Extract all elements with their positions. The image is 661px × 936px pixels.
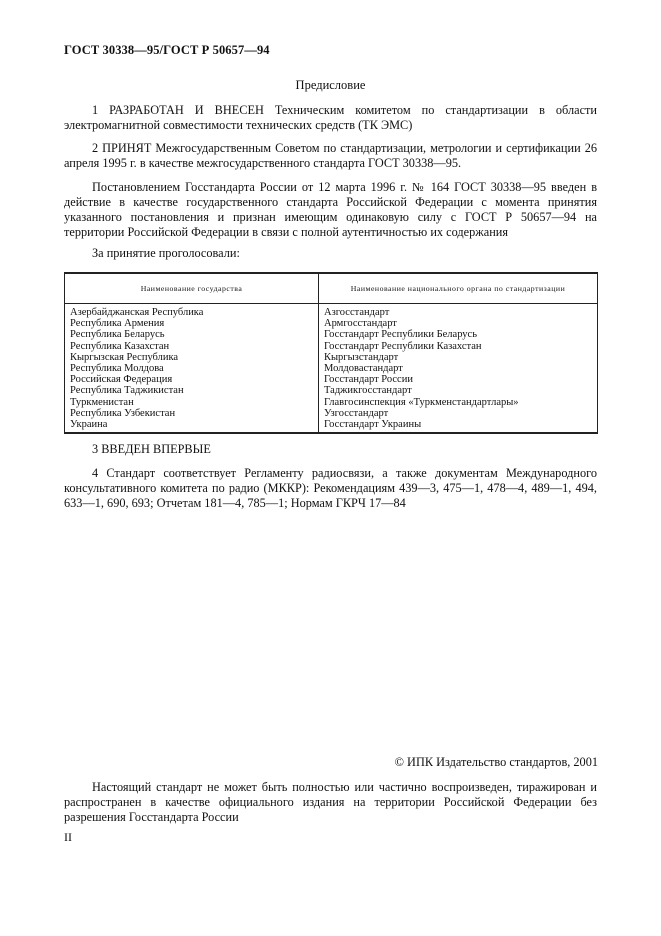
- cell-state: Украина: [65, 419, 319, 433]
- paragraph-adopted: 2 ПРИНЯТ Межгосударственным Советом по стандартизации, метрологии и сертификации 26 апреля 1995 г. в качестве межгосударственного стандарта ГОСТ 30338—95.: [64, 141, 597, 170]
- cell-state: Республика Молдова: [65, 363, 319, 374]
- cell-state: Республика Беларусь: [65, 329, 319, 340]
- header-national-body: Наименование национального органа по стандартизации: [319, 273, 598, 304]
- document-header: ГОСТ 30338—95/ГОСТ Р 50657—94: [64, 43, 270, 57]
- cell-state: Республика Армения: [65, 318, 319, 329]
- table-row: [65, 341, 598, 352]
- cell-national-body: Главгосинспекция «Туркменстандартлары»: [319, 397, 598, 408]
- paragraph-decree: Постановлением Госстандарта России от 12 марта 1996 г. № 164 ГОСТ 30338—95 введен в действие в качестве государственного стандарта Российской Федерации с момента принятия указанного постановления и признан имеющим одинаковую силу с ГОСТ Р 50657—94 на территории Российской Федерации в связи с полной аутентичностью их содержания: [64, 180, 597, 239]
- cell-national-body: Госстандарт России: [319, 374, 598, 385]
- table-row: [65, 329, 598, 340]
- cell-national-body: Узгосстандарт: [319, 408, 598, 419]
- table-row: [65, 318, 598, 329]
- cell-national-body: Госстандарт Республики Беларусь: [319, 329, 598, 340]
- cell-national-body: Госстандарт Украины: [319, 419, 598, 433]
- cell-state: Кыргызская Республика: [65, 352, 319, 363]
- cell-state: Туркменистан: [65, 397, 319, 408]
- cell-state: Республика Узбекистан: [65, 408, 319, 419]
- table-row: [65, 374, 598, 385]
- page-title: Предисловие: [295, 78, 366, 92]
- cell-state: Российская Федерация: [65, 374, 319, 385]
- table-row: [65, 397, 598, 408]
- page-number: II: [64, 830, 72, 844]
- cell-national-body: Армгосстандарт: [319, 318, 598, 329]
- table-row: [65, 385, 598, 396]
- table-row: [65, 419, 598, 433]
- cell-national-body: Кыргызстандарт: [319, 352, 598, 363]
- paragraph-developed: 1 РАЗРАБОТАН И ВНЕСЕН Техническим комитетом по стандартизации в области электромагнитной совместимости технических средств (ТК ЭМС): [64, 103, 597, 132]
- cell-national-body: Молдовастандарт: [319, 363, 598, 374]
- table-row: [65, 352, 598, 363]
- table-row: [65, 363, 598, 374]
- cell-national-body: Азгосстандарт: [319, 304, 598, 319]
- cell-state: Азербайджанская Республика: [65, 304, 319, 319]
- table-row: [65, 408, 598, 419]
- reproduction-notice: Настоящий стандарт не может быть полностью или частично воспроизведен, тиражирован и распространен в качестве официального издания на территории Российской Федерации без разрешения Госстандарта России: [64, 780, 597, 824]
- cell-national-body: Таджикгосстандарт: [319, 385, 598, 396]
- paragraph-first-introduced: 3 ВВЕДЕН ВПЕРВЫЕ: [92, 442, 211, 456]
- table-row: [65, 304, 598, 319]
- member-states-table: [64, 272, 598, 434]
- cell-state: Республика Таджикистан: [65, 385, 319, 396]
- paragraph-voted: За принятие проголосовали:: [92, 246, 240, 260]
- cell-national-body: Госстандарт Республики Казахстан: [319, 341, 598, 352]
- cell-state: Республика Казахстан: [65, 341, 319, 352]
- paragraph-conformity: 4 Стандарт соответствует Регламенту радиосвязи, а также документам Международного консультативного комитета по радио (МККР): Рекомендациям 439—3, 475—1, 478—4, 489—1, 494, 633—1, 690, 693; Отчетам 181—4, 785—1; Нормам ГКРЧ 17—84: [64, 466, 597, 510]
- table-header-row: [65, 273, 598, 304]
- header-state: Наименование государства: [65, 273, 319, 304]
- copyright: © ИПК Издательство стандартов, 2001: [394, 755, 598, 769]
- table-body: [65, 304, 598, 434]
